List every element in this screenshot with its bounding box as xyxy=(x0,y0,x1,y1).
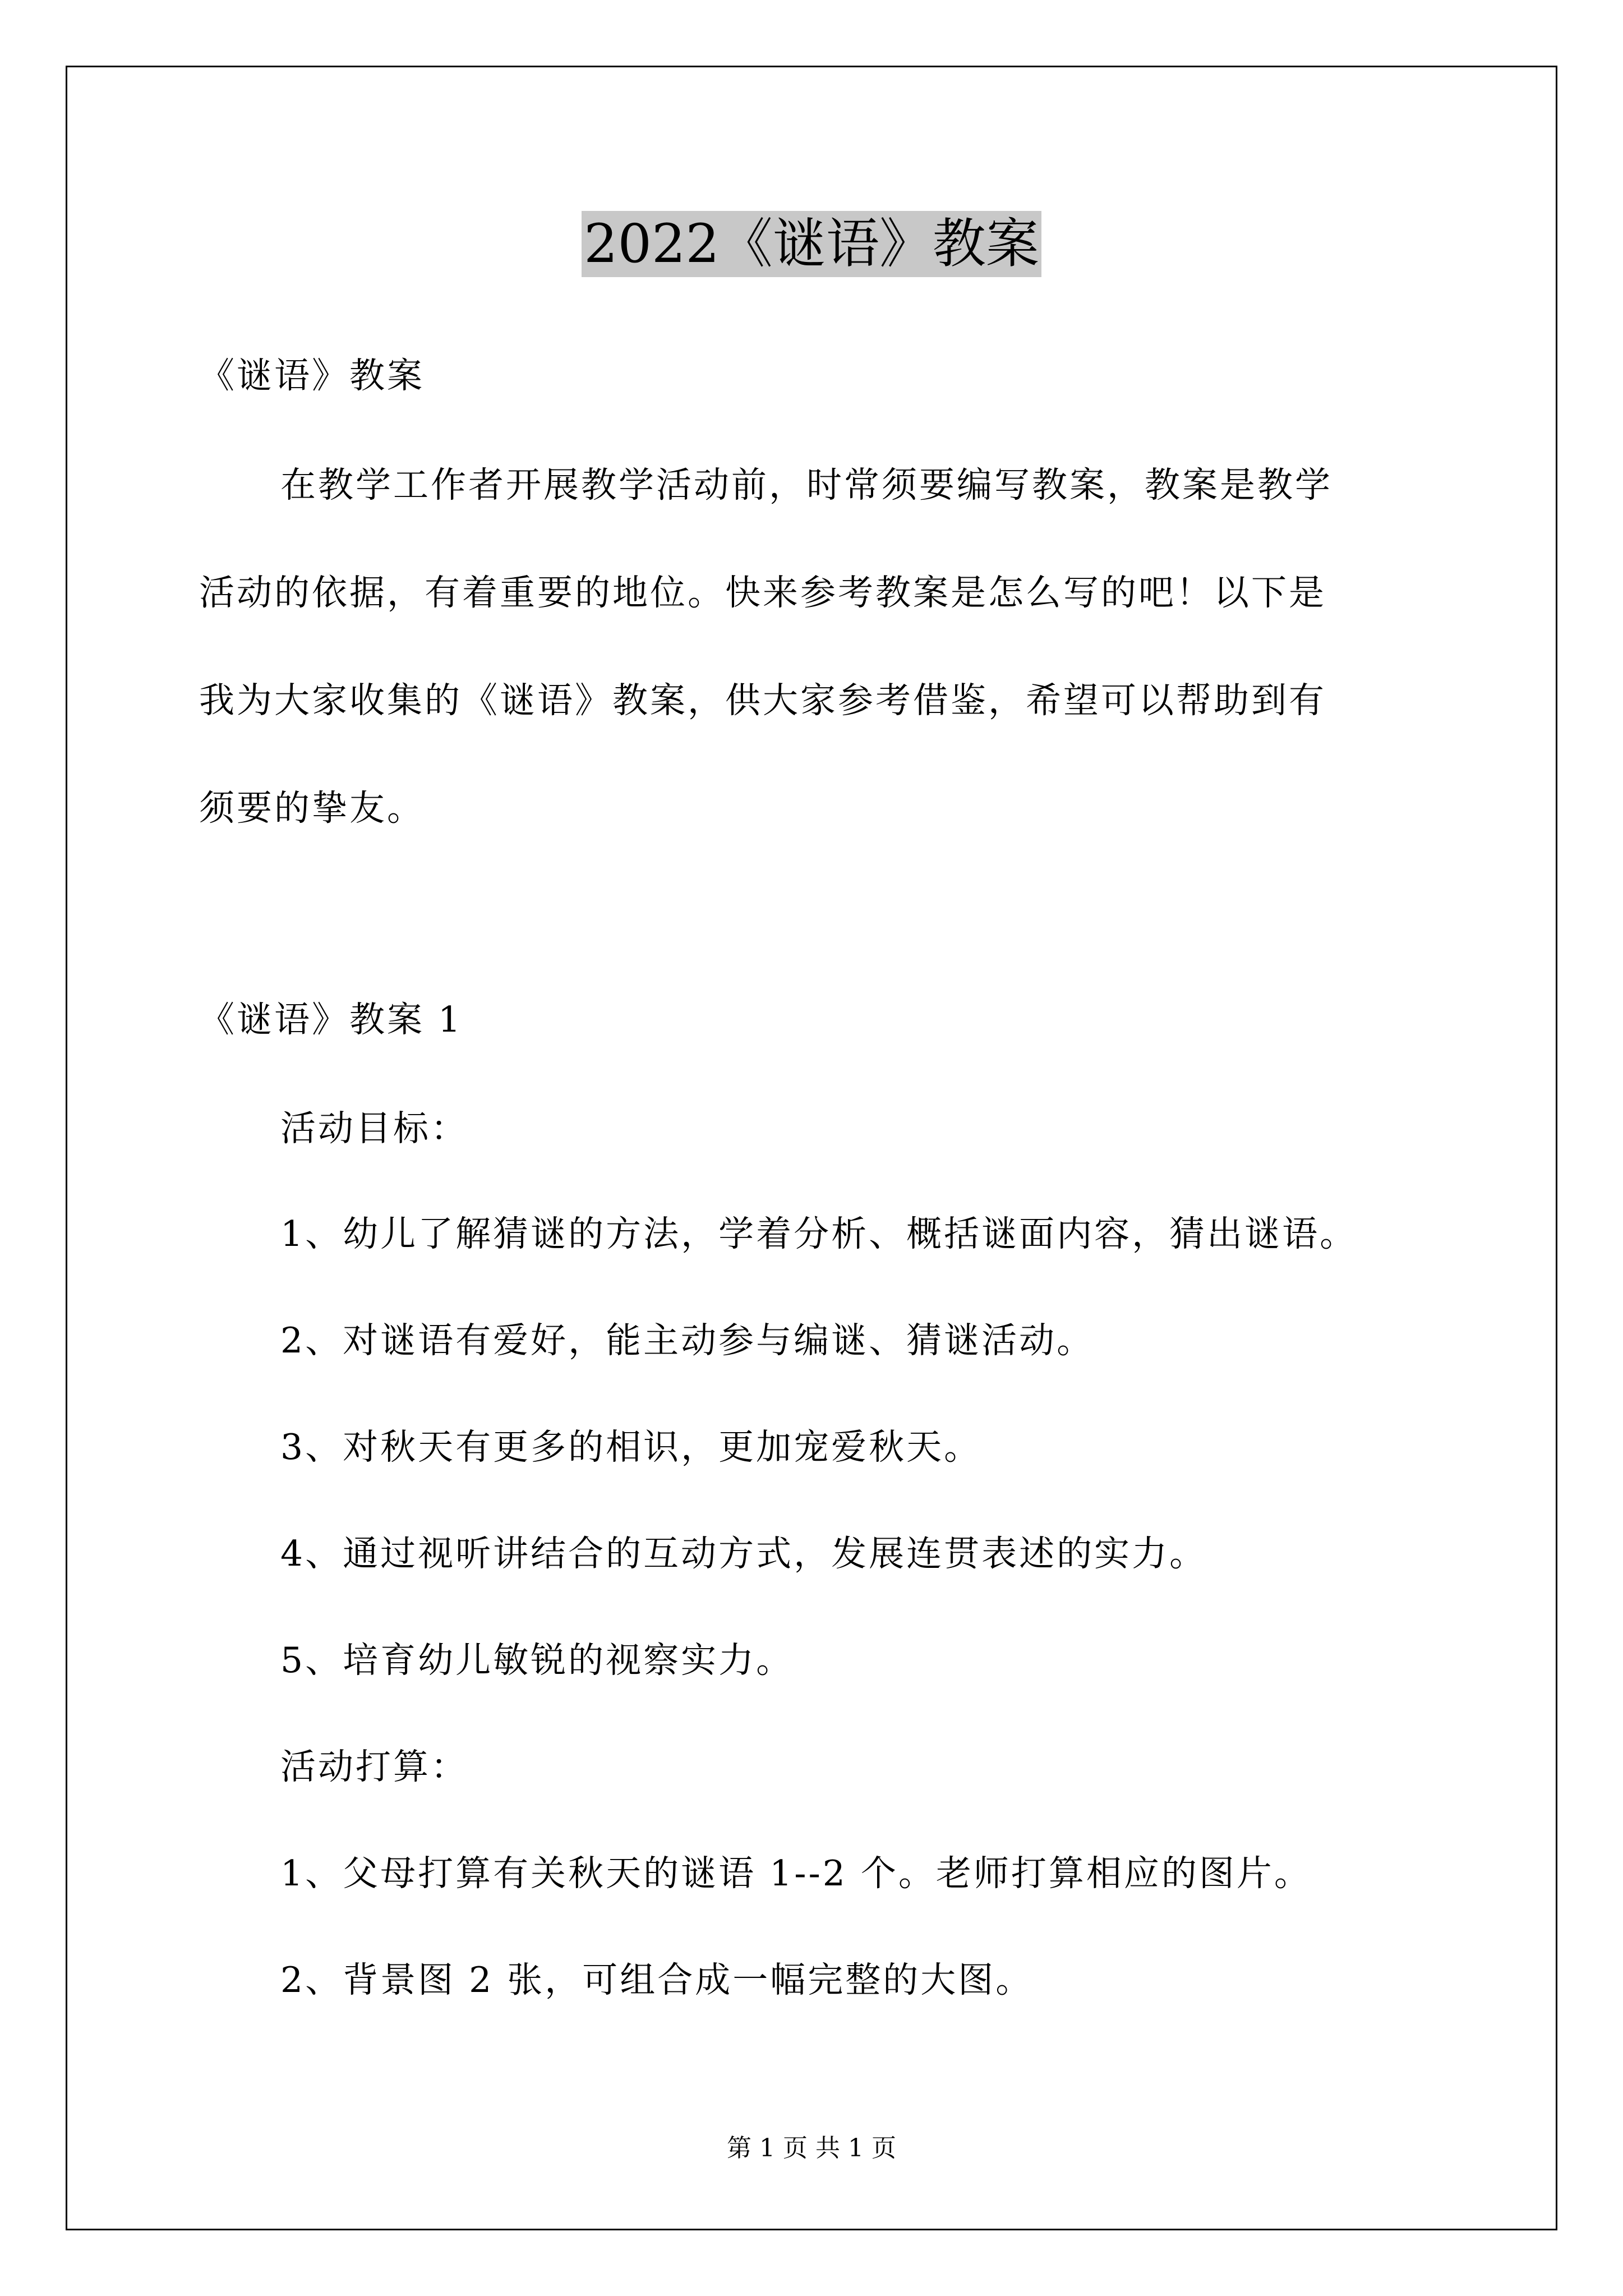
goal-item-1: 1、幼儿了解猜谜的方法，学着分析、概括谜面内容，猜出谜语。 xyxy=(280,1213,1358,1254)
prep-item-1: 1、父母打算有关秋天的谜语 1--2 个。老师打算相应的图片。 xyxy=(280,1853,1312,1894)
intro-line-4: 须要的挚友。 xyxy=(199,788,425,829)
page-footer: 第 1 页 共 1 页 xyxy=(727,2134,896,2162)
goal-item-2: 2、对谜语有爱好，能主动参与编谜、猜谜活动。 xyxy=(280,1320,1095,1361)
goal-item-4: 4、通过视听讲结合的互动方式，发展连贯表述的实力。 xyxy=(280,1533,1207,1574)
goal-item-3: 3、对秋天有更多的相识，更加宠爱秋天。 xyxy=(280,1427,982,1467)
section-heading: 《谜语》教案 1 xyxy=(199,999,463,1040)
intro-line-1: 在教学工作者开展教学活动前，时常须要编写教案，教案是教学 xyxy=(280,464,1332,505)
goals-heading: 活动目标： xyxy=(280,1108,468,1149)
document-title xyxy=(0,208,1623,280)
prep-item-2: 2、背景图 2 张，可组合成一幅完整的大图。 xyxy=(280,1959,1034,2000)
intro-line-2: 活动的依据，有着重要的地位。快来参考教案是怎么写的吧！以下是 xyxy=(199,572,1326,613)
document-title-text: 2022《谜语》教案 xyxy=(582,211,1041,277)
goal-item-5: 5、培育幼儿敏锐的视察实力。 xyxy=(280,1640,794,1681)
intro-line-3: 我为大家收集的《谜语》教案，供大家参考借鉴，希望可以帮助到有 xyxy=(199,680,1326,721)
document-subtitle: 《谜语》教案 xyxy=(199,355,425,396)
prep-heading: 活动打算： xyxy=(280,1746,468,1787)
